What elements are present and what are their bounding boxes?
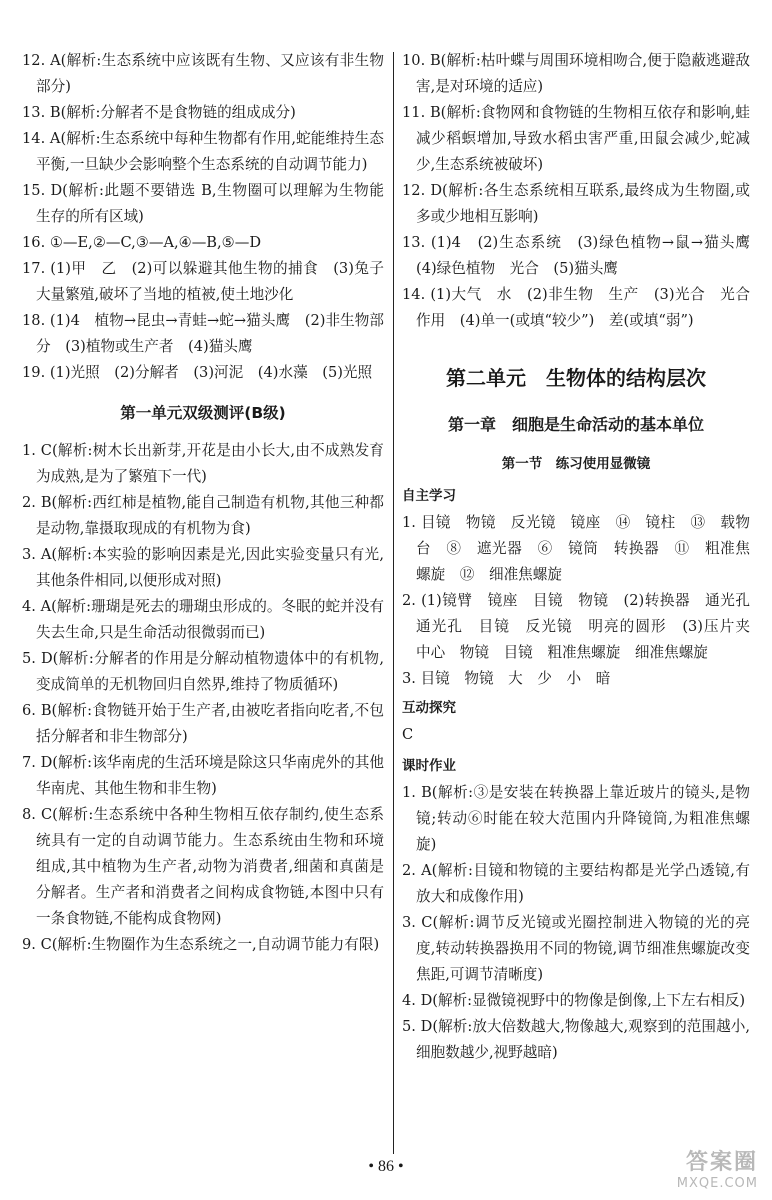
answer-item: 14. (1)大气 水 (2)非生物 生产 (3)光合 光合作用 (4)单一(或填“较少”) 差(或填“弱”)	[402, 286, 750, 329]
chapter-title: 第一章 细胞是生命活动的基本单位	[447, 415, 704, 434]
answer-item: 14. A(解析:生态系统中每种生物都有作用,蛇能维持生态平衡,一旦缺少会影响整个生态系统的自动调节能力)	[22, 130, 384, 173]
answer-item: 3. 目镜 物镜 大 少 小 暗	[402, 670, 611, 687]
answer-item: 13. B(解析:分解者不是食物链的组成成分)	[22, 104, 296, 121]
answer-item: 10. B(解析:枯叶蝶与周围环境相吻合,便于隐蔽逃避敌害,是对环境的适应)	[402, 52, 750, 95]
answer-item: 2. (1)镜臂 镜座 目镜 物镜 (2)转换器 通光孔 通光孔 目镜 反光镜 明亮的圆形 (3)压片夹 中心 物镜 目镜 粗准焦螺旋 细准焦螺旋	[402, 592, 765, 661]
answer-item: 8. C(解析:生态系统中各种生物相互依存制约,使生态系统具有一定的自动调节能力。生态系统由生物和环境组成,其中植物为生产者,动物为消费者,细菌和真菌是分解者。生产者和消费者之间构成食物链,本图中只有一条食物链,不能构成食物网)	[22, 806, 384, 927]
answer-item: 7. D(解析:该华南虎的生活环境是除这只华南虎外的其他华南虎、其他生物和非生物)	[22, 754, 384, 797]
test-section-title: 第一单元双级测评(B级)	[120, 404, 286, 422]
answer-item: 3. C(解析:调节反光镜或光圈控制进入物镜的光的亮度,转动转换器换用不同的物镜,调节细准焦螺旋改变焦距,可调节清晰度)	[402, 914, 750, 983]
lesson-title: 第一节 练习使用显微镜	[501, 456, 651, 472]
left-column	[22, 48, 384, 958]
self-study-heading: 自主学习	[402, 488, 456, 504]
answer-item: 9. C(解析:生物圈作为生态系统之一,自动调节能力有限)	[22, 936, 380, 953]
page-number: • 86 •	[368, 1158, 404, 1175]
column-divider	[393, 52, 394, 1154]
answer-item: 15. D(解析:此题不要错选 B,生物圈可以理解为生物能生存的所有区域)	[22, 182, 384, 225]
answer-item: 13. (1)4 (2)生态系统 (3)绿色植物→鼠→猫头鹰 (4)绿色植物 光合 (5)猫头鹰	[402, 234, 765, 277]
answer-item: 4. A(解析:珊瑚是死去的珊瑚虫形成的。冬眠的蛇并没有失去生命,只是生命活动很微弱而已)	[22, 598, 384, 641]
answer-item: 4. D(解析:显微镜视野中的物像是倒像,上下左右相反)	[402, 992, 746, 1009]
answer-item: 12. D(解析:各生态系统相互联系,最终成为生物圈,或多或少地相互影响)	[402, 182, 750, 225]
answer-item: 5. D(解析:分解者的作用是分解动植物遗体中的有机物,变成简单的无机物回归自然界,维持了物质循环)	[22, 650, 384, 693]
watermark-logo	[630, 1150, 758, 1194]
answer-item: 12. A(解析:生态系统中应该既有生物、又应该有非生物部分)	[22, 52, 384, 95]
answer-item: 16. ①—E,②—C,③—A,④—B,⑤—D	[22, 234, 262, 251]
homework-heading: 课时作业	[402, 758, 456, 774]
answer-item: 18. (1)4 植物→昆虫→青蛙→蛇→猫头鹰 (2)非生物部分 (3)植物或生产者 (4)猫头鹰	[22, 312, 384, 355]
answer-item: 17. (1)甲 乙 (2)可以躲避其他生物的捕食 (3)兔子大量繁殖,破坏了当地的植被,使土地沙化	[22, 260, 384, 303]
right-column	[402, 48, 765, 1066]
watermark-text: 答案圈	[685, 1150, 758, 1175]
interactive-answer: C	[402, 726, 414, 743]
answer-item: 2. B(解析:西红柿是植物,能自己制造有机物,其他三种都是动物,靠摄取现成的有机物为食)	[22, 494, 384, 537]
interactive-heading: 互动探究	[402, 700, 456, 716]
answer-item: 6. B(解析:食物链开始于生产者,由被吃者指向吃者,不包括分解者和非生物部分)	[22, 702, 384, 745]
answer-item: 1. B(解析:③是安装在转换器上靠近玻片的镜头,是物镜;转动⑥时能在较大范围内升降镜筒,为粗准焦螺旋)	[402, 784, 750, 853]
answer-item: 1. C(解析:树木长出新芽,开花是由小长大,由不成熟发育为成熟,是为了繁殖下一代)	[22, 442, 384, 485]
answer-item: 11. B(解析:食物网和食物链的生物相互依存和影响,蛙减少稻螟增加,导致水稻虫害严重,田鼠会减少,蛇减少,生态系统被破坏)	[402, 104, 750, 173]
answer-item: 3. A(解析:本实验的影响因素是光,因此实验变量只有光,其他条件相同,以便形成对照)	[22, 546, 384, 589]
answer-item: 1. 目镜 物镜 反光镜 镜座 ⑭ 镜柱 ⑬ 载物台 ⑧ 遮光器 ⑥ 镜筒 转换器 ⑪ 粗准焦螺旋 ⑫ 细准焦螺旋	[402, 514, 750, 583]
watermark-url: MXQE.COM	[676, 1176, 758, 1191]
answer-item: 5. D(解析:放大倍数越大,物像越大,观察到的范围越小,细胞数越少,视野越暗)	[402, 1018, 750, 1061]
answer-item: 19. (1)光照 (2)分解者 (3)河泥 (4)水藻 (5)光照	[22, 364, 373, 381]
answer-item: 2. A(解析:目镜和物镜的主要结构都是光学凸透镜,有放大和成像作用)	[402, 862, 750, 905]
unit-title: 第二单元 生物体的结构层次	[446, 366, 706, 390]
